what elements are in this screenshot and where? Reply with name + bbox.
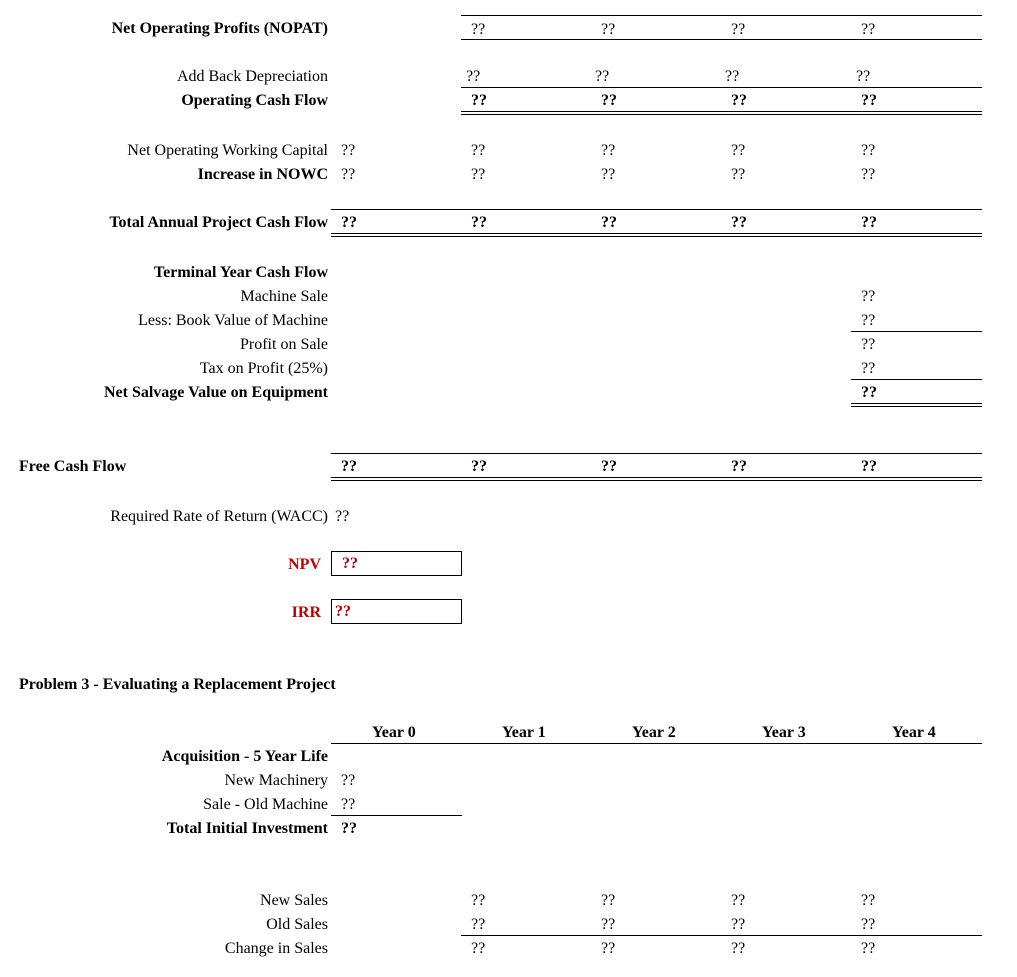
year3-header: Year 3: [762, 724, 806, 741]
machine-sale-label: Machine Sale: [240, 288, 328, 305]
cell-border: [851, 331, 982, 332]
old-sales-y3[interactable]: ??: [731, 916, 746, 933]
profit-value[interactable]: ??: [861, 336, 876, 353]
acquisition-label: Acquisition - 5 Year Life: [161, 748, 328, 765]
net-salvage-label: Net Salvage Value on Equipment: [103, 384, 328, 401]
total-annual-y2[interactable]: ??: [601, 214, 617, 231]
double-underline: [331, 477, 982, 481]
sale-old-label: Sale - Old Machine: [203, 796, 328, 813]
irr-value[interactable]: ??: [335, 603, 351, 620]
nopat-label: Net Operating Profits (NOPAT): [111, 20, 328, 37]
book-value-value[interactable]: ??: [861, 312, 876, 329]
ocf-y4[interactable]: ??: [861, 92, 877, 109]
cell-border: [331, 453, 982, 454]
double-underline: [331, 233, 982, 237]
nopat-y2[interactable]: ??: [601, 21, 616, 38]
nopat-y4[interactable]: ??: [861, 21, 876, 38]
double-underline: [461, 111, 982, 115]
nopat-y3[interactable]: ??: [731, 21, 746, 38]
sale-old-value[interactable]: ??: [341, 796, 356, 813]
new-sales-y1[interactable]: ??: [471, 892, 486, 909]
depreciation-y3[interactable]: ??: [725, 68, 740, 85]
irr-input-box[interactable]: [331, 599, 462, 624]
new-sales-y3[interactable]: ??: [731, 892, 746, 909]
increase-nowc-y0[interactable]: ??: [341, 166, 356, 183]
depreciation-label: Add Back Depreciation: [176, 68, 328, 85]
depreciation-y4[interactable]: ??: [856, 68, 871, 85]
increase-nowc-y2[interactable]: ??: [601, 166, 616, 183]
increase-nowc-y4[interactable]: ??: [861, 166, 876, 183]
year2-header: Year 2: [632, 724, 676, 741]
fcf-y0[interactable]: ??: [341, 458, 357, 475]
change-sales-y1[interactable]: ??: [471, 940, 486, 957]
cell-border: [331, 209, 982, 210]
irr-label: IRR: [291, 604, 321, 621]
old-sales-label: Old Sales: [266, 916, 328, 933]
old-sales-y2[interactable]: ??: [601, 916, 616, 933]
increase-nowc-y3[interactable]: ??: [731, 166, 746, 183]
ocf-y3[interactable]: ??: [731, 92, 747, 109]
change-sales-label: Change in Sales: [224, 940, 328, 957]
cell-border: [461, 15, 982, 16]
year4-header: Year 4: [892, 724, 936, 741]
increase-nowc-label: Increase in NOWC: [197, 166, 328, 183]
total-annual-label: Total Annual Project Cash Flow: [109, 214, 328, 231]
cell-border: [461, 935, 982, 936]
nowc-y2[interactable]: ??: [601, 142, 616, 159]
npv-input-box[interactable]: [331, 551, 462, 576]
profit-label: Profit on Sale: [240, 336, 328, 353]
new-sales-label: New Sales: [260, 892, 328, 909]
fcf-label: Free Cash Flow: [19, 458, 127, 475]
total-initial-value[interactable]: ??: [341, 820, 357, 837]
fcf-y4[interactable]: ??: [861, 458, 877, 475]
net-salvage-value[interactable]: ??: [861, 384, 877, 401]
change-sales-y2[interactable]: ??: [601, 940, 616, 957]
depreciation-y2[interactable]: ??: [595, 68, 610, 85]
new-machinery-label: New Machinery: [224, 772, 328, 789]
depreciation-y1[interactable]: ??: [466, 68, 481, 85]
new-machinery-value[interactable]: ??: [341, 772, 356, 789]
machine-sale-value[interactable]: ??: [861, 288, 876, 305]
wacc-label: Required Rate of Return (WACC): [110, 508, 328, 525]
nowc-y0[interactable]: ??: [341, 142, 356, 159]
tax-value[interactable]: ??: [861, 360, 876, 377]
cell-border: [461, 39, 982, 40]
nowc-y3[interactable]: ??: [731, 142, 746, 159]
change-sales-y3[interactable]: ??: [731, 940, 746, 957]
increase-nowc-y1[interactable]: ??: [471, 166, 486, 183]
total-annual-y4[interactable]: ??: [861, 214, 877, 231]
change-sales-y4[interactable]: ??: [861, 940, 876, 957]
cell-border: [461, 87, 982, 88]
cell-border: [851, 379, 982, 380]
double-underline: [851, 403, 982, 407]
total-annual-y0[interactable]: ??: [341, 214, 357, 231]
terminal-title: Terminal Year Cash Flow: [153, 264, 328, 281]
nowc-y4[interactable]: ??: [861, 142, 876, 159]
fcf-y3[interactable]: ??: [731, 458, 747, 475]
fcf-y1[interactable]: ??: [471, 458, 487, 475]
cell-border: [331, 743, 982, 744]
problem3-title: Problem 3 - Evaluating a Replacement Project: [19, 676, 336, 693]
wacc-value[interactable]: ??: [335, 508, 350, 525]
ocf-y1[interactable]: ??: [471, 92, 487, 109]
npv-label: NPV: [288, 556, 321, 573]
ocf-y2[interactable]: ??: [601, 92, 617, 109]
year0-header: Year 0: [372, 724, 416, 741]
old-sales-y1[interactable]: ??: [471, 916, 486, 933]
tax-label: Tax on Profit (25%): [199, 360, 328, 377]
nopat-y1[interactable]: ??: [471, 21, 486, 38]
year1-header: Year 1: [502, 724, 546, 741]
new-sales-y2[interactable]: ??: [601, 892, 616, 909]
total-annual-y1[interactable]: ??: [471, 214, 487, 231]
nowc-y1[interactable]: ??: [471, 142, 486, 159]
nowc-label: Net Operating Working Capital: [127, 142, 328, 159]
old-sales-y4[interactable]: ??: [861, 916, 876, 933]
cell-border: [331, 815, 462, 816]
book-value-label: Less: Book Value of Machine: [138, 312, 328, 329]
new-sales-y4[interactable]: ??: [861, 892, 876, 909]
total-annual-y3[interactable]: ??: [731, 214, 747, 231]
ocf-label: Operating Cash Flow: [181, 92, 328, 109]
fcf-y2[interactable]: ??: [601, 458, 617, 475]
total-initial-label: Total Initial Investment: [166, 820, 328, 837]
npv-value[interactable]: ??: [342, 555, 358, 572]
